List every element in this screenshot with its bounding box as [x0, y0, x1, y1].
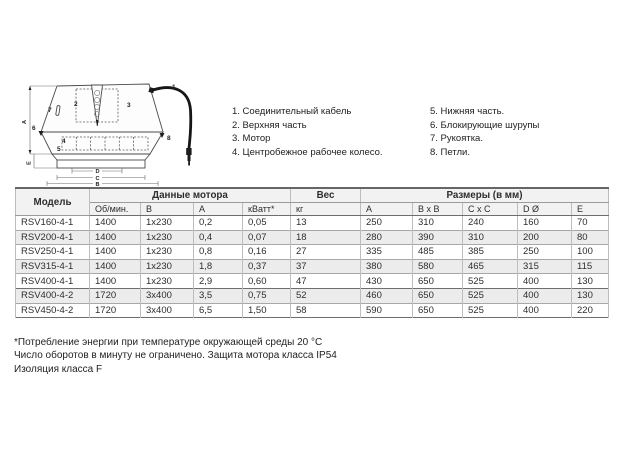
dim-label-D: D — [95, 169, 100, 176]
value-cell: 1x230 — [141, 274, 194, 289]
model-cell: RSV200-4-1 — [16, 230, 90, 245]
value-cell: 460 — [361, 288, 413, 303]
value-cell: 310 — [463, 230, 518, 245]
column-header-kg: кг — [291, 203, 361, 216]
value-cell: 0,8 — [194, 245, 243, 260]
value-cell: 240 — [463, 216, 518, 231]
value-cell: 130 — [572, 288, 609, 303]
value-cell: 47 — [291, 274, 361, 289]
legend-item: 7. Рукоятка. — [430, 133, 483, 145]
value-cell: 590 — [361, 303, 413, 318]
column-header-rpm: Об/мин. — [90, 203, 141, 216]
value-cell: 0,05 — [243, 216, 291, 231]
value-cell: 37 — [291, 259, 361, 274]
table-row — [16, 245, 609, 260]
value-cell: 200 — [518, 230, 572, 245]
column-header-model: Модель — [16, 188, 90, 216]
column-header-dim-d: D Ø — [518, 203, 572, 216]
value-cell: 250 — [361, 216, 413, 231]
plug-shape — [186, 148, 191, 155]
column-header-volt: В — [141, 203, 194, 216]
table-row — [16, 303, 609, 318]
value-cell: 58 — [291, 303, 361, 318]
value-cell: 385 — [463, 245, 518, 260]
legend-item: 3. Мотор — [232, 133, 271, 145]
value-cell: 52 — [291, 288, 361, 303]
part-label-2: 2 — [74, 101, 78, 108]
legend-item: 4. Центробежное рабочее колесо. — [232, 146, 383, 158]
value-cell: 315 — [518, 259, 572, 274]
value-cell: 0,4 — [194, 230, 243, 245]
value-cell: 380 — [361, 259, 413, 274]
value-cell: 0,2 — [194, 216, 243, 231]
fan-diagram — [10, 80, 215, 186]
value-cell: 13 — [291, 216, 361, 231]
value-cell: 1x230 — [141, 230, 194, 245]
model-cell: RSV400-4-2 — [16, 288, 90, 303]
part-label-3: 3 — [127, 102, 131, 109]
part-label-4: 4 — [62, 138, 66, 145]
group-header-motor-data: Данные мотора — [90, 188, 291, 203]
value-cell: 485 — [413, 245, 463, 260]
value-cell: 27 — [291, 245, 361, 260]
value-cell: 0,60 — [243, 274, 291, 289]
value-cell: 280 — [361, 230, 413, 245]
column-header-dim-c: C x C — [463, 203, 518, 216]
column-header-dim-e: E — [572, 203, 609, 216]
dim-label-C: C — [95, 175, 100, 182]
spec-table — [15, 187, 609, 318]
value-cell: 650 — [413, 303, 463, 318]
value-cell: 18 — [291, 230, 361, 245]
model-cell: RSV315-4-1 — [16, 259, 90, 274]
part-label-1: 1 — [172, 84, 176, 91]
legend-item: 2. Верхняя часть — [232, 119, 307, 131]
group-header-weight: Вес — [291, 188, 361, 203]
value-cell: 70 — [572, 216, 609, 231]
value-cell: 400 — [518, 303, 572, 318]
column-header-kwatt: кВатт* — [243, 203, 291, 216]
value-cell: 0,75 — [243, 288, 291, 303]
value-cell: 650 — [413, 288, 463, 303]
value-cell: 310 — [413, 216, 463, 231]
value-cell: 1,8 — [194, 259, 243, 274]
value-cell: 6,5 — [194, 303, 243, 318]
footnote-insulation: Изоляция класса F — [14, 363, 103, 375]
legend-item: 1. Соединительный кабель — [232, 106, 352, 117]
value-cell: 100 — [572, 245, 609, 260]
group-header-dimensions: Размеры (в мм) — [361, 188, 609, 203]
value-cell: 580 — [413, 259, 463, 274]
value-cell: 1720 — [90, 303, 141, 318]
value-cell: 650 — [413, 274, 463, 289]
value-cell: 400 — [518, 274, 572, 289]
value-cell: 1400 — [90, 230, 141, 245]
value-cell: 430 — [361, 274, 413, 289]
footnotes — [14, 336, 337, 376]
base-shape — [57, 160, 145, 168]
value-cell: 3x400 — [141, 303, 194, 318]
column-header-dim-a: A — [361, 203, 413, 216]
value-cell: 3x400 — [141, 288, 194, 303]
table-row — [16, 216, 609, 231]
value-cell: 525 — [463, 288, 518, 303]
value-cell: 0,07 — [243, 230, 291, 245]
value-cell: 390 — [413, 230, 463, 245]
value-cell: 220 — [572, 303, 609, 318]
table-row — [16, 274, 609, 289]
value-cell: 1400 — [90, 274, 141, 289]
legend-column-2 — [430, 105, 539, 159]
model-cell: RSV450-4-2 — [16, 303, 90, 318]
value-cell: 250 — [518, 245, 572, 260]
legend-item: 6. Блокирующие шурупы — [430, 119, 540, 131]
table-row — [16, 288, 609, 303]
table-body — [16, 216, 609, 318]
column-header-dim-b: B x B — [413, 203, 463, 216]
value-cell: 160 — [518, 216, 572, 231]
value-cell: 1x230 — [141, 245, 194, 260]
part-label-8: 8 — [167, 135, 171, 142]
part-label-7: 7 — [48, 107, 52, 114]
model-cell: RSV250-4-1 — [16, 245, 90, 260]
column-header-amp: А — [194, 203, 243, 216]
legend-item: 5. Нижняя часть. — [430, 106, 505, 117]
part-label-5: 5 — [57, 146, 61, 153]
part-label-6: 6 — [32, 125, 36, 132]
value-cell: 2,9 — [194, 274, 243, 289]
value-cell: 1,50 — [243, 303, 291, 318]
footnote-protection: Число оборотов в минуту не ограничено. Защита мотора класса IP54 — [14, 350, 337, 362]
value-cell: 1x230 — [141, 216, 194, 231]
model-cell: RSV160-4-1 — [16, 216, 90, 231]
footnote-power: *Потребление энергии при температуре окружающей среды 20 °C — [14, 337, 323, 348]
value-cell: 1400 — [90, 259, 141, 274]
value-cell: 525 — [463, 274, 518, 289]
value-cell: 0,37 — [243, 259, 291, 274]
value-cell: 525 — [463, 303, 518, 318]
value-cell: 1x230 — [141, 259, 194, 274]
dim-label-A: A — [22, 119, 28, 125]
value-cell: 1400 — [90, 245, 141, 260]
value-cell: 0,16 — [243, 245, 291, 260]
value-cell: 335 — [361, 245, 413, 260]
value-cell: 1400 — [90, 216, 141, 231]
value-cell: 465 — [463, 259, 518, 274]
value-cell: 3,5 — [194, 288, 243, 303]
value-cell: 115 — [572, 259, 609, 274]
legend-item: 8. Петли. — [430, 146, 470, 158]
model-cell: RSV400-4-1 — [16, 274, 90, 289]
value-cell: 80 — [572, 230, 609, 245]
value-cell: 1720 — [90, 288, 141, 303]
dim-label-B: B — [95, 181, 100, 186]
legend-column-1 — [232, 105, 383, 159]
value-cell: 400 — [518, 288, 572, 303]
dim-label-E: E — [26, 161, 33, 165]
value-cell: 130 — [572, 274, 609, 289]
table-row — [16, 259, 609, 274]
table-row — [16, 230, 609, 245]
